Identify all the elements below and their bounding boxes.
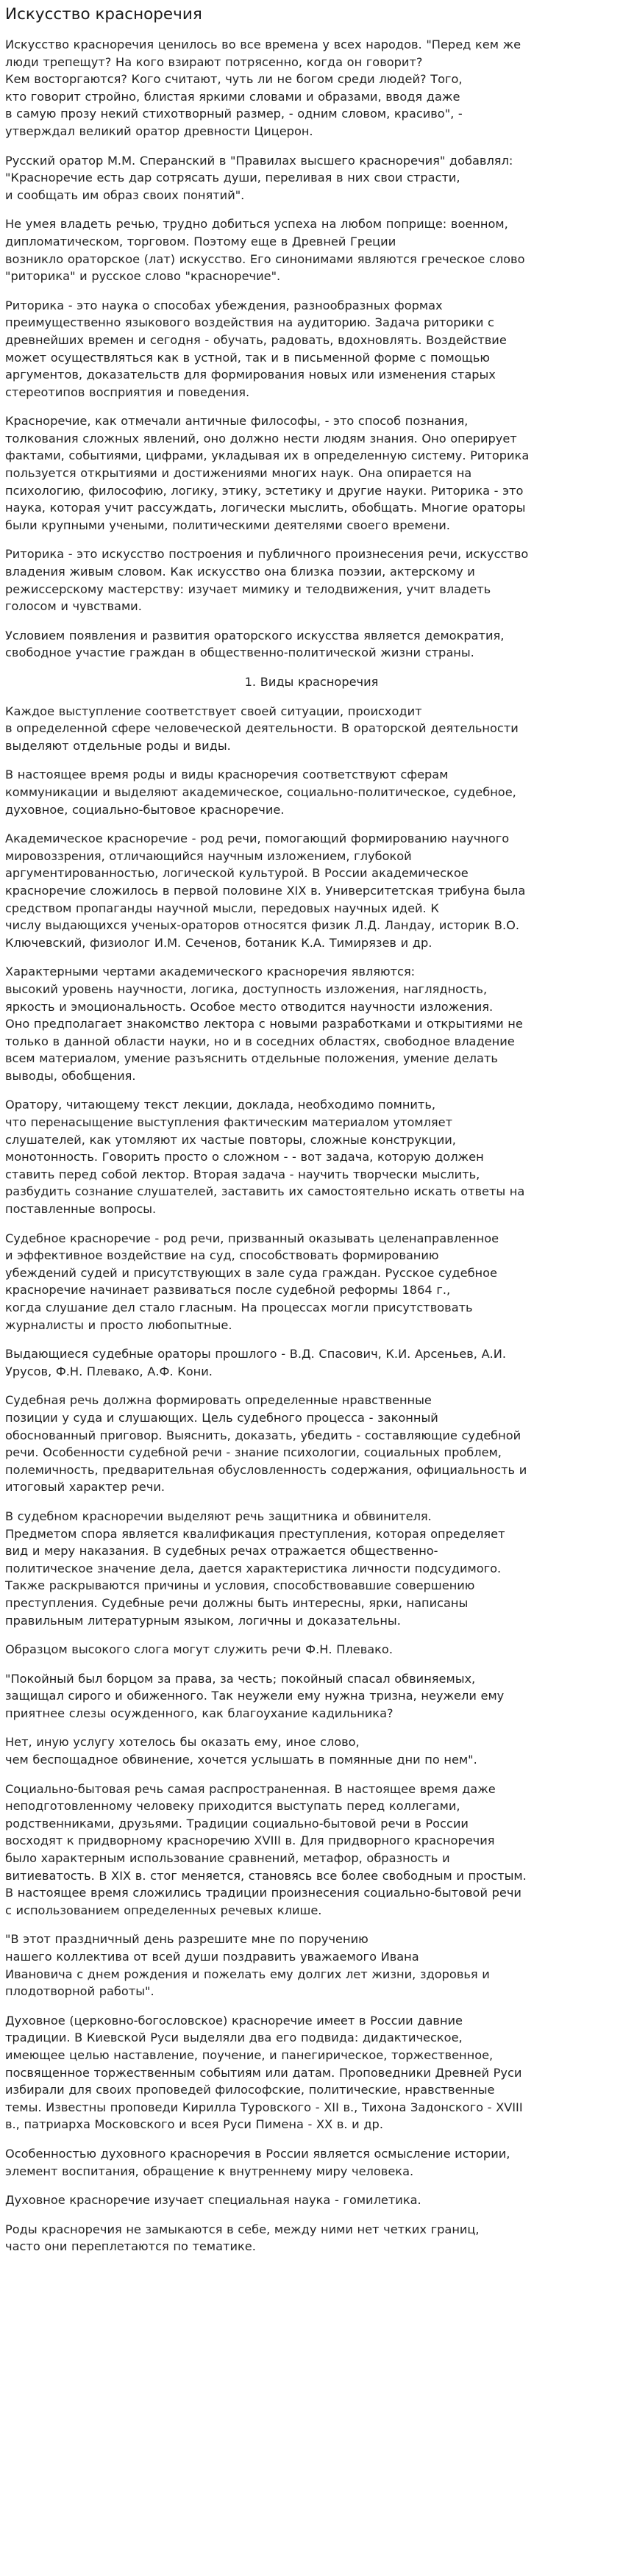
paragraph: Духовное (церковно-богословское) красноречие имеет в России давние традиции. В Киевской Руси выделяли два его подвида: дидактическое, имеющее целью наставление, поучение, и панегирическое, торжественное, посвященное торжественным событиям или датам. Проповедники Древней Руси избирали для своих проповедей философские, политические, нравственные темы. Известны проповеди Кирилла Туровского - XII в., Тихона Задонского - XVIII в., патриарха Московского и всея Руси Пимена - XX в. и др. [5,2013,523,2132]
paragraph: Характерными чертами академического красноречия являются: высокий уровень научности, логика, доступность изложения, наглядность, яркость и эмоциональность. Особое место отводится научности изложения. Оно предполагает знакомство лектора с новыми разработками и открытиями не только в данной области науки, но и в соседних областях, свободное владение всем материалом, умение разъяснить отдельные положения, умение делать выводы, обобщения. [5,965,523,1083]
paragraph: Каждое выступление соответствует своей ситуации, происходит в определенной сфере человеческой деятельности. В ораторской деятельности выделяют отдельные роды и виды. [5,704,519,753]
paragraph: Риторика - это наука о способах убеждения, разнообразных формах преимущественно языкового воздействия на аудиторию. Задача риторики с древнейших времен и сегодня - обучать, радовать, вдохновлять. Воздействие может осуществляться как в устной, так и в письменной форме с помощью аргументов, доказательств для формирования новых или изменения старых стереотипов восприятия и поведения. [5,298,507,399]
paragraph: Искусство красноречия ценилось во все времена у всех народов. "Перед кем же люди трепещут? На кого взирают потрясенно, когда он говорит? Кем восторгаются? Кого считают, чуть ли не богом среди людей? Того, кто говорит стройно, блистая яркими словами и образами, вводя даже в самую прозу некий стихотворный размер, - одним словом, красиво", - утверждал великий оратор древности Цицерон. [5,37,521,138]
paragraph: В судебном красноречии выделяют речь защитника и обвинителя. Предметом спора является квалификация преступления, которая определяет вид и меру наказания. В судебных речах отражается общественно- политическое значение дела, дается характеристика личности подсудимого. Также раскрываются причины и условия, способствовавшие совершению преступления. Судебные речи должны быть интересны, ярки, написаны правильным литературным языком, логичны и доказательны. [5,1509,505,1628]
paragraph: Особенностью духовного красноречия в России является осмысление истории, элемент воспитания, обращение к внутреннему миру человека. [5,2146,510,2178]
paragraph: "Покойный был борцом за права, за честь; покойный спасал обвиняемых, защищал сирого и обиженного. Так неужели ему нужна тризна, неужели ему приятнее слезы осужденного, как благоухание кадильника? [5,1671,505,1720]
section-heading: 1. Виды красноречия [244,675,379,689]
paragraph: Судебная речь должна формировать определенные нравственные позиции у суда и слушающих. Цель судебного процесса - законный обоснованный приговор. Выяснить, доказать, убедить - составляющие судебной речи. Особенности судебной речи - знание психологии, социальных проблем, полемичность, предварительная обусловленность содержания, официальность и итоговый характер речи. [5,1393,527,1495]
paragraph: Выдающиеся судебные ораторы прошлого - В.Д. Спасович, К.И. Арсеньев, А.И. Урусов, Ф.Н. Плевако, А.Ф. Кони. [5,1347,507,1378]
page-title: Искусство красноречия [5,5,202,24]
paragraph: Духовное красноречие изучает специальная наука - гомилетика. [5,2193,421,2208]
paragraph: "В этот праздничный день разрешите мне по поручению нашего коллектива от всей души поздравить уважаемого Ивана Ивановича с днем рождения и пожелать ему долгих лет жизни, здоровья и плодотворной работы". [5,1932,490,1999]
paragraph: Оратору, читающему текст лекции, доклада, необходимо помнить, что перенасыщение выступления фактическим материалом утомляет слушателей, как утомляют их частые повторы, сложные конструкции, монотонность. Говорить просто о сложном - - вот задача, которую должен ставить перед собой лектор. Вторая задача - научить творчески мыслить, разбудить сознание слушателей, заставить их самостоятельно искать ответы на поставленные вопросы. [5,1098,525,1217]
paragraph: Красноречие, как отмечали античные философы, - это способ познания, толкования сложных явлений, оно должно нести людям знания. Оно оперирует фактами, событиями, цифрами, укладывая их в определенную систему. Риторика пользуется открытиями и достижениями многих наук. Она опирается на психологию, философию, логику, этику, эстетику и другие науки. Риторика - это наука, которая учит рассуждать, логически мыслить, обобщать. Многие ораторы были крупными учеными, политическими деятелями своего времени. [5,414,530,532]
paragraph: Не умея владеть речью, трудно добиться успеха на любом поприще: военном, дипломатическом, торговом. Поэтому еще в Древней Греции возникло ораторское (лат) искусство. Его синонимами являются греческое слово "риторика" и русское слово "красноречие". [5,217,525,284]
paragraph: Академическое красноречие - род речи, помогающий формированию научного мировоззрения, отличающийся научным изложением, глубокой аргументированностью, логической культурой. В России академическое красноречие сложилось в первой половине XIX в. Университетская трибуна была средством пропаганды научной мысли, передовых научных идей. К числу выдающихся ученых-ораторов относятся физик Л.Д. Ландау, историк В.О. Ключевский, физиолог И.М. Сеченов, ботаник К.А. Тимирязев и др. [5,831,526,950]
paragraph: Роды красноречия не замыкаются в себе, между ними нет четких границ, часто они переплетаются по тематике. [5,2222,480,2254]
paragraph: Социально-бытовая речь самая распространенная. В настоящее время даже неподготовленному человеку приходится выступать перед коллегами, родственниками, друзьями. Традиции социально-бытовой речи в России восходят к придворному красноречию XVIII в. Для придворного красноречия было характерным использование сравнений, метафор, образность и витиеватость. В XIX в. стог меняется, становясь все более свободным и простым. В настоящее время сложились традиции произнесения социально-бытовой речи с использованием определенных речевых клише. [5,1781,527,1917]
paragraph: Риторика - это искусство построения и публичного произнесения речи, искусство владения живым словом. Как искусство она близка поэзии, актерскому и режиссерскому мастерству: изучает мимику и телодвижения, учит владеть голосом и чувствами. [5,547,529,614]
paragraph: Русский оратор М.М. Сперанский в "Правилах высшего красноречия" добавлял: "Красноречие есть дар сотрясать души, переливая в них свои страсти, и сообщать им образ своих понятий". [5,153,513,202]
paragraph: Судебное красноречие - род речи, призванный оказывать целенаправленное и эффективное воздействие на суд, способствовать формированию убеждений судей и присутствующих в зале суда граждан. Русское судебное красноречие начинает развиваться после судебной реформы 1864 г., когда слушание дел стало гласным. На процессах могли присутствовать журналисты и просто любопытные. [5,1231,499,1332]
paragraph: Нет, иную услугу хотелось бы оказать ему, иное слово, чем беспощадное обвинение, хочется услышать в помянные дни по нем". [5,1735,477,1767]
paragraph: Образцом высокого слога могут служить речи Ф.Н. Плевако. [5,1642,393,1657]
paragraph: В настоящее время роды и виды красноречия соответствуют сферам коммуникации и выделяют академическое, социально-политическое, судебное, духовное, социально-бытовое красноречие. [5,768,516,817]
document-body [5,36,618,2255]
paragraph: Условием появления и развития ораторского искусства является демократия, свободное участие граждан в общественно-политической жизни страны. [5,628,505,660]
